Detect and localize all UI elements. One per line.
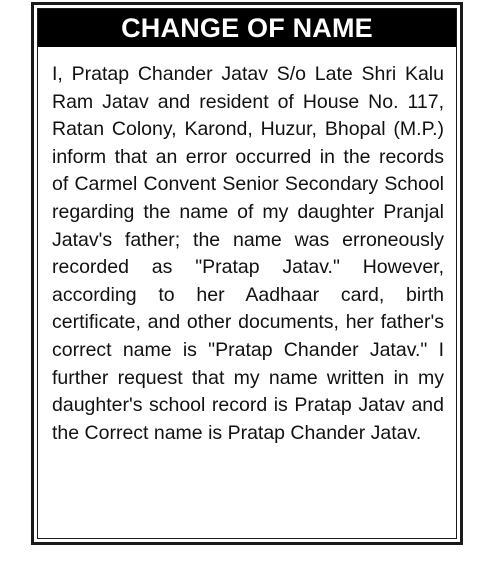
notice-box	[31, 2, 463, 545]
notice-title: CHANGE OF NAME	[121, 12, 373, 43]
notice-inner-frame	[37, 8, 457, 539]
notice-body: I, Pratap Chander Jatav S/o Late Shri Kalu Ram Jatav and resident of House No. 117, Ratan Colony, Karond, Huzur, Bhopal (M.P.) inform that an error occurred in the records of Carmel Convent Senior Secondary School regarding the name of my daughter Pranjal Jatav's father; the name was erroneously recorded as "Pratap Jatav." However, according to her Aadhaar card, birth certificate, and other documents, her father's correct name is "Pratap Chander Jatav." I further request that my name written in my daughter's school record is Pratap Jatav and the Correct name is Pratap Chander Jatav.	[52, 63, 444, 444]
notice-header	[38, 9, 456, 47]
